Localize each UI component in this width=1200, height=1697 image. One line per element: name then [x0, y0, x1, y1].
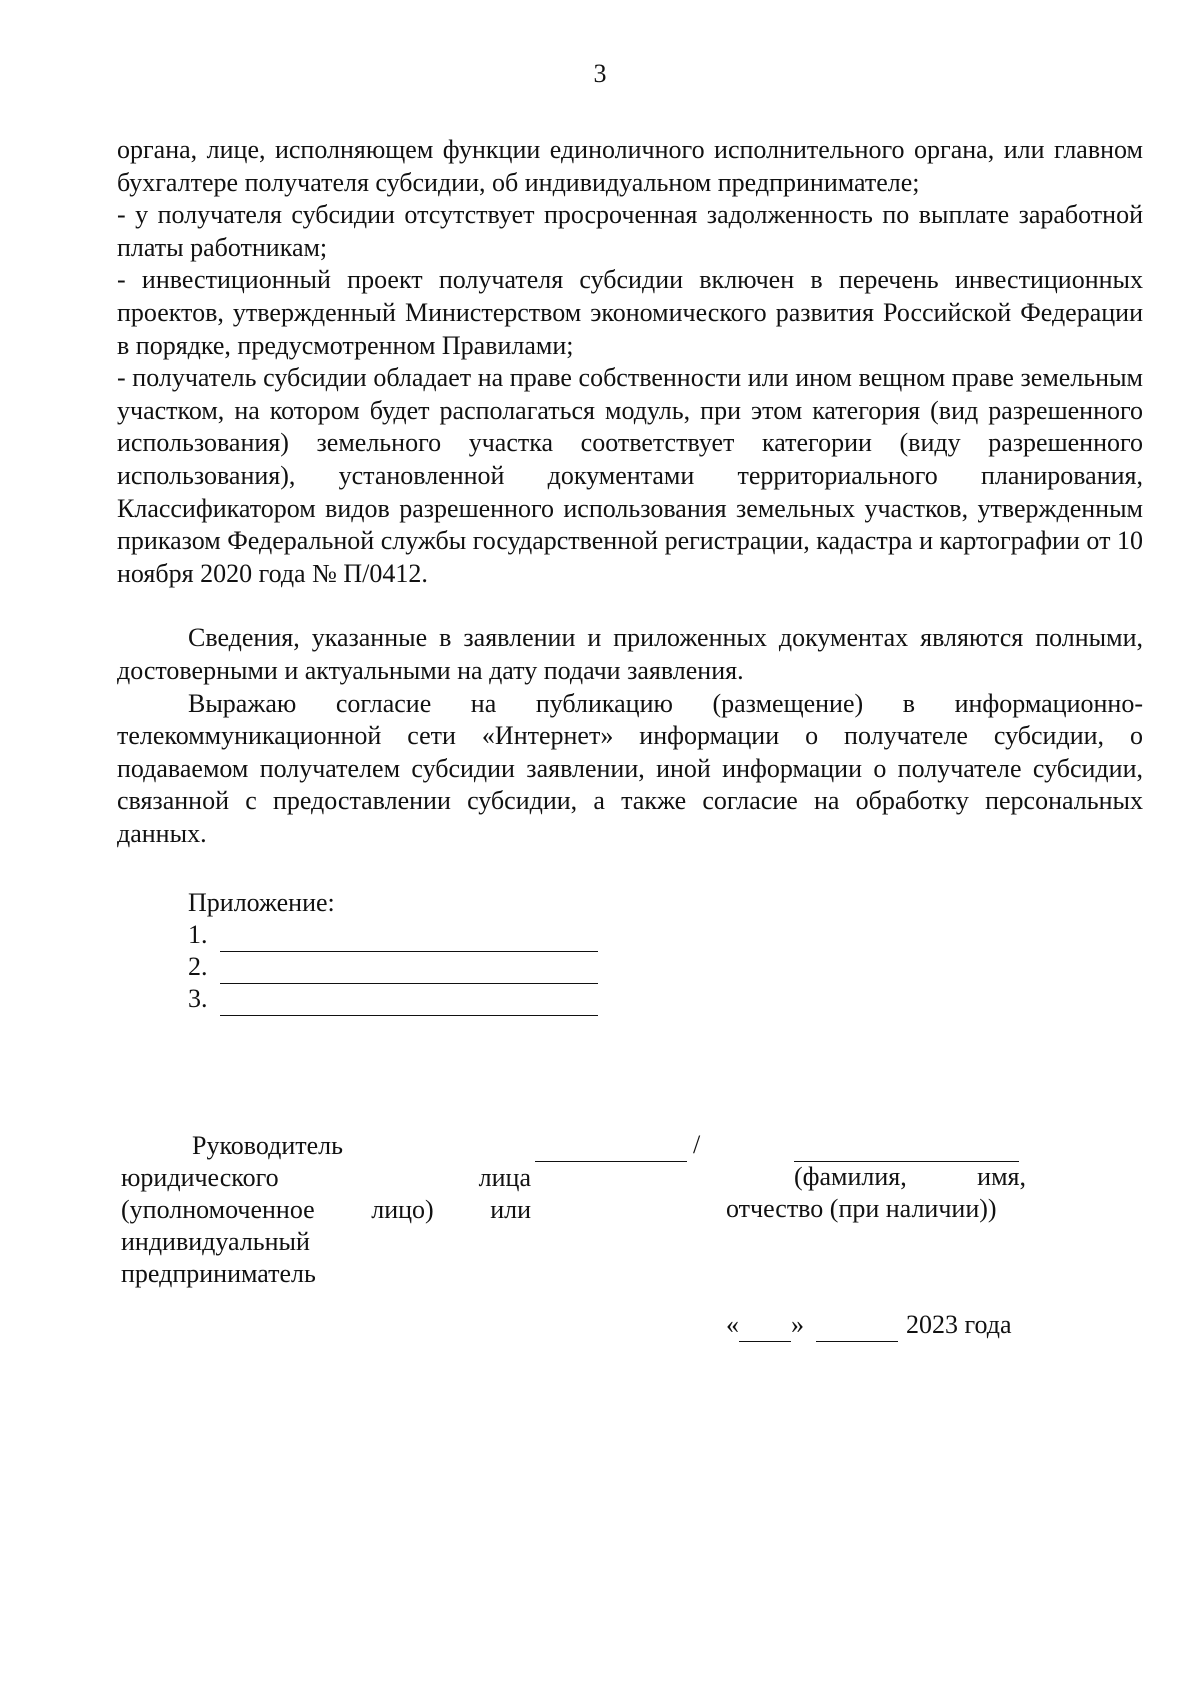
attachment-blank-line [220, 927, 598, 952]
signatory-title-line: юридического [121, 1163, 279, 1192]
paragraph-investment-project: - инвестиционный проект получателя субсидии включен в перечень инвестиционных проектов, утвержденный Министерством экономического развития Российской Федерации в порядке, предусмотренном Правилами; [117, 265, 1143, 360]
signatory-title-line: или [490, 1195, 531, 1224]
page-number: 3 [593, 59, 607, 88]
full-name-caption: отчество (при наличии)) [726, 1194, 997, 1224]
signatory-title-line: (уполномоченное [121, 1195, 315, 1224]
attachment-number: 1. [188, 920, 208, 950]
signatory-title-line: индивидуальный [121, 1227, 310, 1256]
full-name-blank-line [794, 1137, 1019, 1162]
signatory-title [121, 1130, 531, 1290]
date-year: 2023 года [906, 1310, 1012, 1340]
full-name-caption: имя, [977, 1162, 1026, 1192]
date-field [726, 1310, 1026, 1342]
attachments-title-label: Приложение: [188, 888, 335, 918]
paragraph-gap [117, 590, 1143, 622]
attachment-number: 3. [188, 984, 208, 1014]
attachments-title [188, 888, 598, 920]
signatory-title-line: Руководитель [192, 1131, 343, 1160]
signature-slash: / [693, 1130, 701, 1160]
attachment-item [188, 984, 598, 1016]
attachment-blank-line [220, 959, 598, 984]
attachment-number: 2. [188, 952, 208, 982]
attachments-section [188, 888, 598, 1016]
paragraph-no-wage-debt: - у получателя субсидии отсутствует просроченная задолженность по выплате заработной платы работникам; [117, 200, 1143, 262]
signature-blank-line [535, 1137, 687, 1162]
signatory-title-line: лицо) [371, 1195, 434, 1224]
signatory-name-field [726, 1130, 1026, 1226]
full-name-caption: (фамилия, [794, 1162, 907, 1192]
paragraph-organ-info: органа, лице, исполняющем функции единоличного исполнительного органа, или главном бухгалтере получателя субсидии, об индивидуальном предпринимателе; [117, 135, 1143, 197]
date-quote: « [726, 1310, 739, 1340]
attachment-item [188, 920, 598, 952]
signatory-title-line: предприниматель [121, 1259, 316, 1288]
date-quote: » [791, 1310, 804, 1340]
signature-field [535, 1130, 700, 1162]
attachment-item [188, 952, 598, 984]
paragraph-land-plot: - получатель субсидии обладает на праве собственности или ином вещном праве земельным участком, на котором будет располагаться модуль, при этом категория (вид разрешенного использования) земельного участка соответствует категории (виду разрешенного использования), установленной документами территориального планирования, Классификатором видов разрешенного использования земельных участков, утвержденным приказом Федеральной службы государственной регистрации, кадастра и картографии от 10 ноября 2020 года № П/0412. [117, 363, 1143, 588]
month-blank-line [816, 1317, 898, 1342]
signatory-title-line: лица [478, 1163, 531, 1192]
paragraph-publication-consent: Выражаю согласие на публикацию (размещение) в информационно-телекоммуникационной сети «Интернет» информации о получателе субсидии, о подаваемом получателем субсидии заявлении, иной информации о получателе субсидии, связанной с предоставлении субсидии, а также согласие на обработку персональных данных. [117, 688, 1143, 848]
body-text [117, 134, 1143, 850]
paragraph-information-accuracy: Сведения, указанные в заявлении и приложенных документах являются полными, достоверными и актуальными на дату подачи заявления. [117, 623, 1143, 685]
day-blank-line [739, 1317, 791, 1342]
attachment-blank-line [220, 991, 598, 1016]
